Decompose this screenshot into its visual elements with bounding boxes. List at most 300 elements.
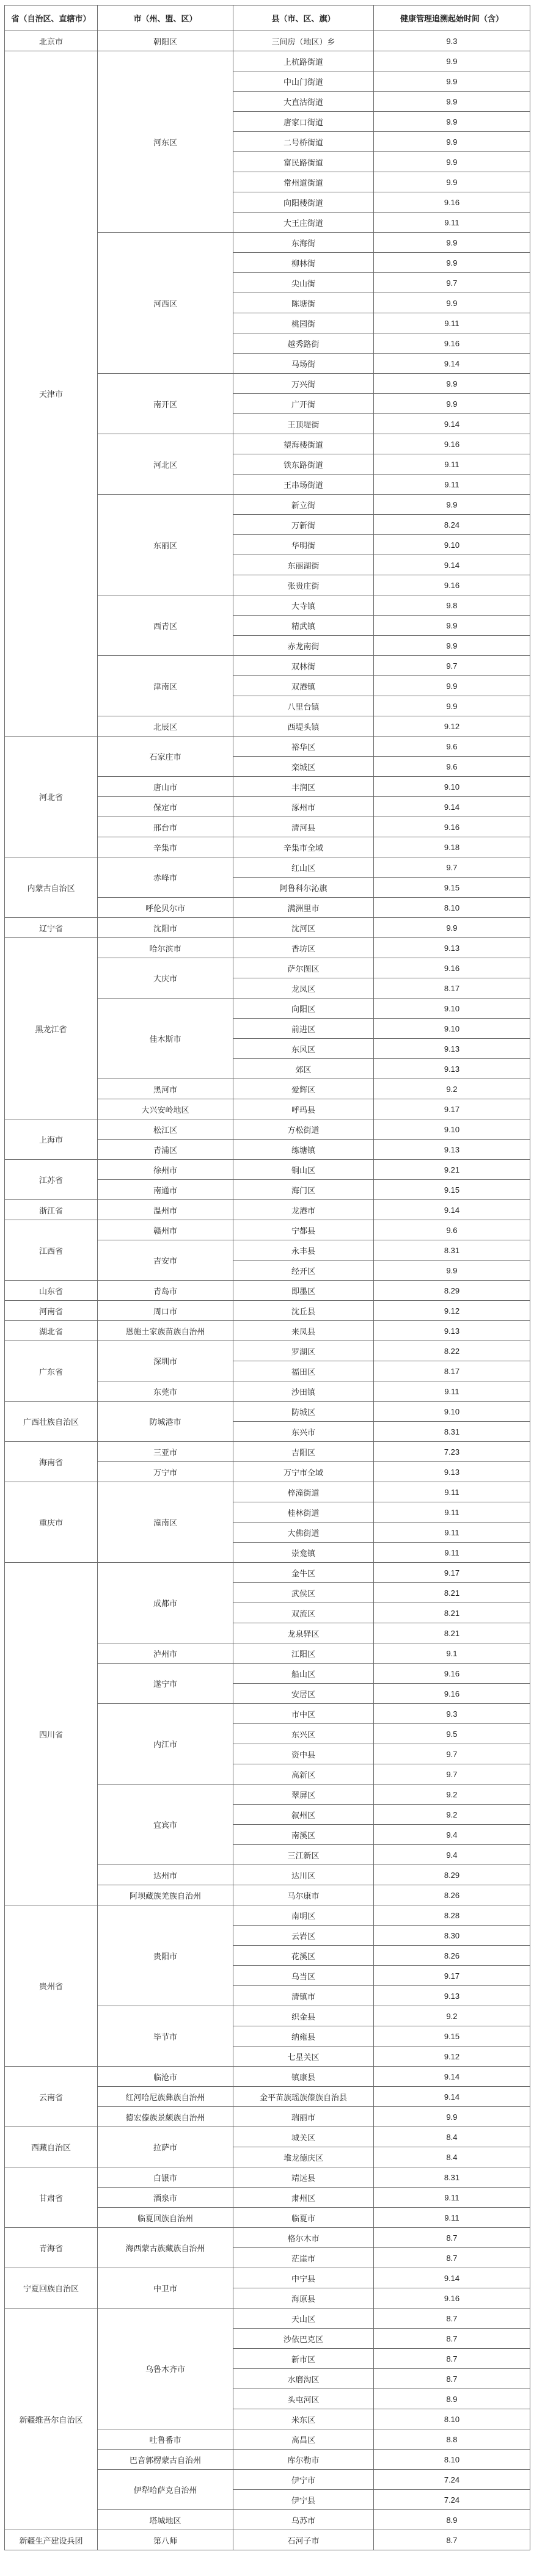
county-cell: 海原县 — [233, 2288, 374, 2309]
start-date-cell: 9.15 — [374, 2026, 530, 2047]
county-cell: 叙州区 — [233, 1805, 374, 1825]
city-cell: 恩施土家族苗族自治州 — [98, 1321, 233, 1341]
table-row — [5, 938, 530, 958]
county-cell: 东风区 — [233, 1039, 374, 1059]
start-date-cell: 9.11 — [374, 475, 530, 495]
county-cell: 格尔木市 — [233, 2228, 374, 2248]
province-cell: 广西壮族自治区 — [5, 1402, 98, 1442]
start-date-cell: 9.14 — [374, 555, 530, 575]
province-cell: 新疆维吾尔自治区 — [5, 2309, 98, 2530]
start-date-cell: 9.7 — [374, 1764, 530, 1785]
county-cell: 七星关区 — [233, 2047, 374, 2067]
county-cell: 涿州市 — [233, 797, 374, 817]
county-cell: 向阳楼街道 — [233, 192, 374, 213]
city-cell: 拉萨市 — [98, 2127, 233, 2167]
table-row — [5, 1160, 530, 1180]
start-date-cell: 8.26 — [374, 1946, 530, 1966]
county-cell: 肃州区 — [233, 2188, 374, 2208]
city-cell: 防城港市 — [98, 1402, 233, 1442]
county-cell: 防城区 — [233, 1402, 374, 1422]
start-date-cell: 8.9 — [374, 2510, 530, 2530]
city-cell: 徐州市 — [98, 1160, 233, 1180]
city-cell: 吉安市 — [98, 1240, 233, 1281]
county-cell: 呼玛县 — [233, 1099, 374, 1119]
start-date-cell: 8.24 — [374, 515, 530, 535]
table-row — [5, 2127, 530, 2147]
city-cell: 黑河市 — [98, 1079, 233, 1099]
start-date-cell: 9.9 — [374, 696, 530, 716]
table-row — [5, 857, 530, 878]
county-cell: 西堤头镇 — [233, 716, 374, 737]
county-cell: 张贵庄街 — [233, 575, 374, 595]
start-date-cell: 9.16 — [374, 434, 530, 454]
province-cell: 海南省 — [5, 1442, 98, 1482]
county-cell: 纳雍县 — [233, 2026, 374, 2047]
county-cell: 伊宁县 — [233, 2490, 374, 2510]
table-row — [5, 1301, 530, 1321]
start-date-cell: 9.11 — [374, 1523, 530, 1543]
start-date-cell: 9.21 — [374, 1160, 530, 1180]
start-date-cell: 8.7 — [374, 2329, 530, 2349]
county-cell: 三间房（地区）乡 — [233, 31, 374, 51]
city-cell: 第八师 — [98, 2530, 233, 2550]
health-tracking-table — [4, 5, 530, 2550]
start-date-cell: 9.10 — [374, 777, 530, 797]
city-cell: 青岛市 — [98, 1281, 233, 1301]
county-cell: 东兴区 — [233, 1724, 374, 1744]
county-cell: 海门区 — [233, 1180, 374, 1200]
county-cell: 中山门街道 — [233, 71, 374, 92]
start-date-cell: 9.9 — [374, 152, 530, 172]
start-date-cell: 9.11 — [374, 213, 530, 233]
city-cell: 海西蒙古族藏族自治州 — [98, 2228, 233, 2268]
city-cell: 泸州市 — [98, 1643, 233, 1664]
county-cell: 桃园街 — [233, 313, 374, 333]
start-date-cell: 9.9 — [374, 676, 530, 696]
county-cell: 向阳区 — [233, 999, 374, 1019]
start-date-cell: 9.4 — [374, 1825, 530, 1845]
start-date-cell: 7.23 — [374, 1442, 530, 1462]
table-row — [5, 1402, 530, 1422]
province-cell: 天津市 — [5, 51, 98, 737]
county-cell: 梓潼街道 — [233, 1482, 374, 1502]
county-cell: 大直沽街道 — [233, 92, 374, 112]
county-cell: 龙凤区 — [233, 978, 374, 999]
province-cell: 内蒙古自治区 — [5, 857, 98, 918]
start-date-cell: 9.13 — [374, 1059, 530, 1079]
city-cell: 宜宾市 — [98, 1785, 233, 1865]
county-cell: 乌苏市 — [233, 2510, 374, 2530]
table-row — [5, 2067, 530, 2087]
start-date-cell: 9.9 — [374, 636, 530, 656]
start-date-cell: 8.17 — [374, 1361, 530, 1381]
start-date-cell: 9.7 — [374, 857, 530, 878]
start-date-cell: 9.17 — [374, 1099, 530, 1119]
city-cell: 伊犁哈萨克自治州 — [98, 2470, 233, 2510]
city-cell: 北辰区 — [98, 716, 233, 737]
county-cell: 铁东路街道 — [233, 454, 374, 475]
header-county: 县（市、区、旗） — [233, 5, 374, 31]
start-date-cell: 9.11 — [374, 1502, 530, 1523]
city-cell: 唐山市 — [98, 777, 233, 797]
start-date-cell: 9.6 — [374, 757, 530, 777]
county-cell: 越秀路街 — [233, 333, 374, 354]
start-date-cell: 9.16 — [374, 1684, 530, 1704]
start-date-cell: 9.9 — [374, 2107, 530, 2127]
start-date-cell: 9.15 — [374, 1180, 530, 1200]
city-cell: 巴音郭楞蒙古自治州 — [98, 2450, 233, 2470]
city-cell: 白银市 — [98, 2167, 233, 2188]
start-date-cell: 9.9 — [374, 616, 530, 636]
start-date-cell: 9.13 — [374, 1039, 530, 1059]
county-cell: 万新街 — [233, 515, 374, 535]
county-cell: 双流区 — [233, 1603, 374, 1623]
city-cell: 阿坝藏族羌族自治州 — [98, 1885, 233, 1905]
county-cell: 清河县 — [233, 817, 374, 837]
province-cell: 重庆市 — [5, 1482, 98, 1563]
county-cell: 高昌区 — [233, 2429, 374, 2450]
county-cell: 资中县 — [233, 1744, 374, 1764]
table-row — [5, 1563, 530, 1583]
city-cell: 石家庄市 — [98, 737, 233, 777]
county-cell: 堆龙德庆区 — [233, 2147, 374, 2167]
county-cell: 萨尔图区 — [233, 958, 374, 978]
county-cell: 米东区 — [233, 2409, 374, 2429]
table-row — [5, 1905, 530, 1926]
table-body — [5, 31, 530, 2550]
start-date-cell: 9.9 — [374, 172, 530, 192]
county-cell: 水磨沟区 — [233, 2369, 374, 2389]
start-date-cell: 9.13 — [374, 1321, 530, 1341]
city-cell: 河西区 — [98, 233, 233, 374]
county-cell: 沙田镇 — [233, 1381, 374, 1402]
start-date-cell: 8.7 — [374, 2309, 530, 2329]
county-cell: 二号桥街道 — [233, 132, 374, 152]
start-date-cell: 9.9 — [374, 92, 530, 112]
county-cell: 广开街 — [233, 394, 374, 414]
city-cell: 辛集市 — [98, 837, 233, 857]
start-date-cell: 9.7 — [374, 1744, 530, 1764]
table-row — [5, 1281, 530, 1301]
county-cell: 红山区 — [233, 857, 374, 878]
start-date-cell: 9.14 — [374, 354, 530, 374]
county-cell: 精武镇 — [233, 616, 374, 636]
start-date-cell: 8.21 — [374, 1603, 530, 1623]
start-date-cell: 8.7 — [374, 2248, 530, 2268]
county-cell: 马场街 — [233, 354, 374, 374]
start-date-cell: 9.2 — [374, 1805, 530, 1825]
city-cell: 贵阳市 — [98, 1905, 233, 2006]
start-date-cell: 9.9 — [374, 394, 530, 414]
county-cell: 丰润区 — [233, 777, 374, 797]
start-date-cell: 8.7 — [374, 2530, 530, 2550]
county-cell: 天山区 — [233, 2309, 374, 2329]
table-row — [5, 1321, 530, 1341]
start-date-cell: 9.11 — [374, 313, 530, 333]
header-city: 市（州、盟、区） — [98, 5, 233, 31]
start-date-cell: 9.9 — [374, 253, 530, 273]
city-cell: 东莞市 — [98, 1381, 233, 1402]
county-cell: 达川区 — [233, 1865, 374, 1885]
county-cell: 沈河区 — [233, 918, 374, 938]
county-cell: 龙泉驿区 — [233, 1623, 374, 1643]
start-date-cell: 9.16 — [374, 333, 530, 354]
table-row — [5, 737, 530, 757]
city-cell: 遂宁市 — [98, 1664, 233, 1704]
city-cell: 成都市 — [98, 1563, 233, 1643]
table-row — [5, 2228, 530, 2248]
county-cell: 方松街道 — [233, 1119, 374, 1140]
county-cell: 镇康县 — [233, 2067, 374, 2087]
county-cell: 吉阳区 — [233, 1442, 374, 1462]
city-cell: 塔城地区 — [98, 2510, 233, 2530]
province-cell: 青海省 — [5, 2228, 98, 2268]
table-row — [5, 1442, 530, 1462]
start-date-cell: 8.4 — [374, 2127, 530, 2147]
start-date-cell: 8.28 — [374, 1905, 530, 1926]
city-cell: 乌鲁木齐市 — [98, 2309, 233, 2429]
county-cell: 郊区 — [233, 1059, 374, 1079]
start-date-cell: 9.11 — [374, 2208, 530, 2228]
province-cell: 山东省 — [5, 1281, 98, 1301]
start-date-cell: 7.24 — [374, 2470, 530, 2490]
county-cell: 武侯区 — [233, 1583, 374, 1603]
start-date-cell: 8.10 — [374, 898, 530, 918]
province-cell: 江苏省 — [5, 1160, 98, 1200]
county-cell: 宁都县 — [233, 1220, 374, 1240]
start-date-cell: 9.17 — [374, 1966, 530, 1986]
county-cell: 香坊区 — [233, 938, 374, 958]
county-cell: 沈丘县 — [233, 1301, 374, 1321]
city-cell: 德宏傣族景颇族自治州 — [98, 2107, 233, 2127]
table-row — [5, 51, 530, 71]
start-date-cell: 9.16 — [374, 192, 530, 213]
city-cell: 朝阳区 — [98, 31, 233, 51]
start-date-cell: 9.16 — [374, 958, 530, 978]
county-cell: 龙港市 — [233, 1200, 374, 1220]
start-date-cell: 9.9 — [374, 112, 530, 132]
start-date-cell: 9.13 — [374, 1462, 530, 1482]
header-row — [5, 5, 530, 31]
start-date-cell: 8.9 — [374, 2389, 530, 2409]
table-row — [5, 918, 530, 938]
county-cell: 富民路街道 — [233, 152, 374, 172]
county-cell: 伊宁市 — [233, 2470, 374, 2490]
county-cell: 上杭路街道 — [233, 51, 374, 71]
province-cell: 北京市 — [5, 31, 98, 51]
city-cell: 潼南区 — [98, 1482, 233, 1563]
city-cell: 中卫市 — [98, 2268, 233, 2309]
county-cell: 阿鲁科尔沁旗 — [233, 878, 374, 898]
city-cell: 东丽区 — [98, 495, 233, 595]
county-cell: 常州道街道 — [233, 172, 374, 192]
province-cell: 浙江省 — [5, 1200, 98, 1220]
start-date-cell: 8.17 — [374, 978, 530, 999]
start-date-cell: 9.11 — [374, 454, 530, 475]
start-date-cell: 8.31 — [374, 1422, 530, 1442]
county-cell: 城关区 — [233, 2127, 374, 2147]
start-date-cell: 9.9 — [374, 51, 530, 71]
start-date-cell: 9.9 — [374, 495, 530, 515]
county-cell: 高新区 — [233, 1764, 374, 1785]
start-date-cell: 9.3 — [374, 31, 530, 51]
start-date-cell: 9.7 — [374, 273, 530, 293]
county-cell: 花溪区 — [233, 1946, 374, 1966]
start-date-cell: 7.24 — [374, 2490, 530, 2510]
start-date-cell: 9.12 — [374, 716, 530, 737]
county-cell: 三江新区 — [233, 1845, 374, 1865]
start-date-cell: 9.9 — [374, 71, 530, 92]
county-cell: 云岩区 — [233, 1926, 374, 1946]
table-header — [5, 5, 530, 31]
start-date-cell: 9.16 — [374, 817, 530, 837]
province-cell: 新疆生产建设兵团 — [5, 2530, 98, 2550]
start-date-cell: 8.29 — [374, 1281, 530, 1301]
start-date-cell: 9.15 — [374, 878, 530, 898]
county-cell: 唐家口街道 — [233, 112, 374, 132]
start-date-cell: 9.1 — [374, 1643, 530, 1664]
county-cell: 马尔康市 — [233, 1885, 374, 1905]
province-cell: 黑龙江省 — [5, 938, 98, 1119]
city-cell: 吐鲁番市 — [98, 2429, 233, 2450]
city-cell: 沈阳市 — [98, 918, 233, 938]
county-cell: 乌当区 — [233, 1966, 374, 1986]
start-date-cell: 9.2 — [374, 1079, 530, 1099]
county-cell: 中宁县 — [233, 2268, 374, 2288]
county-cell: 华明街 — [233, 535, 374, 555]
start-date-cell: 9.13 — [374, 1986, 530, 2006]
city-cell: 哈尔滨市 — [98, 938, 233, 958]
province-cell: 云南省 — [5, 2067, 98, 2127]
city-cell: 临沧市 — [98, 2067, 233, 2087]
province-cell: 贵州省 — [5, 1905, 98, 2067]
start-date-cell: 9.18 — [374, 837, 530, 857]
start-date-cell: 9.3 — [374, 1704, 530, 1724]
province-cell: 四川省 — [5, 1563, 98, 1905]
province-cell: 宁夏回族自治区 — [5, 2268, 98, 2309]
start-date-cell: 8.29 — [374, 1865, 530, 1885]
county-cell: 沙依巴克区 — [233, 2329, 374, 2349]
start-date-cell: 9.4 — [374, 1845, 530, 1865]
table-row — [5, 1482, 530, 1502]
start-date-cell: 9.10 — [374, 1019, 530, 1039]
province-cell: 河南省 — [5, 1301, 98, 1321]
city-cell: 河北区 — [98, 434, 233, 495]
start-date-cell: 9.14 — [374, 414, 530, 434]
start-date-cell: 9.11 — [374, 1482, 530, 1502]
start-date-cell: 9.9 — [374, 293, 530, 313]
county-cell: 安居区 — [233, 1684, 374, 1704]
county-cell: 福田区 — [233, 1361, 374, 1381]
start-date-cell: 9.5 — [374, 1724, 530, 1744]
city-cell: 津南区 — [98, 656, 233, 716]
county-cell: 尖山街 — [233, 273, 374, 293]
county-cell: 王串场街道 — [233, 475, 374, 495]
start-date-cell: 8.26 — [374, 1885, 530, 1905]
county-cell: 前进区 — [233, 1019, 374, 1039]
start-date-cell: 9.2 — [374, 2006, 530, 2026]
city-cell: 松江区 — [98, 1119, 233, 1140]
start-date-cell: 9.11 — [374, 1381, 530, 1402]
county-cell: 靖远县 — [233, 2167, 374, 2188]
start-date-cell: 8.31 — [374, 2167, 530, 2188]
start-date-cell: 9.10 — [374, 1402, 530, 1422]
province-cell: 湖北省 — [5, 1321, 98, 1341]
start-date-cell: 9.9 — [374, 374, 530, 394]
start-date-cell: 9.12 — [374, 1301, 530, 1321]
start-date-cell: 9.12 — [374, 2047, 530, 2067]
start-date-cell: 9.8 — [374, 595, 530, 616]
start-date-cell: 9.14 — [374, 1200, 530, 1220]
county-cell: 望海楼街道 — [233, 434, 374, 454]
province-cell: 广东省 — [5, 1341, 98, 1402]
city-cell: 临夏回族自治州 — [98, 2208, 233, 2228]
table-row — [5, 2309, 530, 2329]
city-cell: 内江市 — [98, 1704, 233, 1785]
city-cell: 邢台市 — [98, 817, 233, 837]
table-row — [5, 1341, 530, 1361]
county-cell: 来凤县 — [233, 1321, 374, 1341]
start-date-cell: 8.7 — [374, 2369, 530, 2389]
table-row — [5, 2530, 530, 2550]
start-date-cell: 9.14 — [374, 797, 530, 817]
county-cell: 柳林街 — [233, 253, 374, 273]
county-cell: 王顶堤街 — [233, 414, 374, 434]
county-cell: 江阳区 — [233, 1643, 374, 1664]
county-cell: 栾城区 — [233, 757, 374, 777]
county-cell: 大王庄街道 — [233, 213, 374, 233]
start-date-cell: 9.16 — [374, 2288, 530, 2309]
county-cell: 织金县 — [233, 2006, 374, 2026]
county-cell: 崇龛镇 — [233, 1543, 374, 1563]
table-row — [5, 1119, 530, 1140]
county-cell: 茫崖市 — [233, 2248, 374, 2268]
city-cell: 赤峰市 — [98, 857, 233, 898]
county-cell: 陈塘街 — [233, 293, 374, 313]
county-cell: 即墨区 — [233, 1281, 374, 1301]
province-cell: 河北省 — [5, 737, 98, 857]
county-cell: 万兴街 — [233, 374, 374, 394]
county-cell: 新市区 — [233, 2349, 374, 2369]
start-date-cell: 9.10 — [374, 999, 530, 1019]
county-cell: 市中区 — [233, 1704, 374, 1724]
start-date-cell: 8.21 — [374, 1623, 530, 1643]
city-cell: 毕节市 — [98, 2006, 233, 2067]
table-row — [5, 2268, 530, 2288]
city-cell: 佳木斯市 — [98, 999, 233, 1079]
start-date-cell: 9.7 — [374, 656, 530, 676]
start-date-cell: 8.10 — [374, 2450, 530, 2470]
start-date-cell: 9.9 — [374, 918, 530, 938]
start-date-cell: 9.10 — [374, 535, 530, 555]
city-cell: 赣州市 — [98, 1220, 233, 1240]
city-cell: 青浦区 — [98, 1140, 233, 1160]
start-date-cell: 8.4 — [374, 2147, 530, 2167]
county-cell: 双港镇 — [233, 676, 374, 696]
province-cell: 西藏自治区 — [5, 2127, 98, 2167]
province-cell: 甘肃省 — [5, 2167, 98, 2228]
county-cell: 瑞丽市 — [233, 2107, 374, 2127]
county-cell: 清镇市 — [233, 1986, 374, 2006]
start-date-cell: 9.14 — [374, 2087, 530, 2107]
city-cell: 深圳市 — [98, 1341, 233, 1381]
table-row — [5, 31, 530, 51]
start-date-cell: 9.10 — [374, 1119, 530, 1140]
start-date-cell: 9.9 — [374, 1261, 530, 1281]
city-cell: 温州市 — [98, 1200, 233, 1220]
city-cell: 河东区 — [98, 51, 233, 233]
county-cell: 临夏市 — [233, 2208, 374, 2228]
